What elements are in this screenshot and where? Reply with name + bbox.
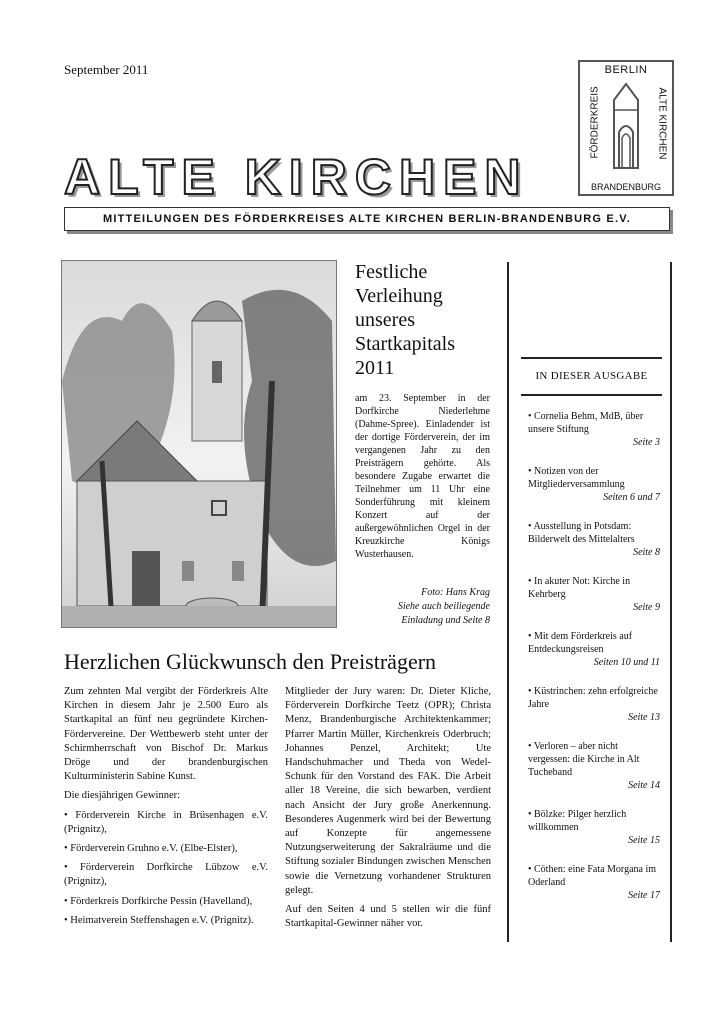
- contents-item[interactable]: • Notizen von der Mitgliederversammlung Seiten 6 und 7: [528, 466, 660, 503]
- sidebar-divider-right: [670, 262, 672, 942]
- contents-item[interactable]: • Küstrinchen: zehn erfolgreiche Jahre Seite 13: [528, 686, 660, 723]
- winner-item: • Förderverein Dorfkirche Lübzow e.V. (Prignitz),: [64, 862, 268, 888]
- article-column-2: [285, 685, 491, 936]
- logo-text-left: FÖRDERKREIS: [589, 86, 601, 159]
- winner-item: • Förderkreis Dorfkirche Pessin (Havelland),: [64, 895, 253, 907]
- sidebar-heading: IN DIESER AUSGABE: [535, 370, 648, 382]
- article-intro: Zum zehnten Mal vergibt der Förderkreis Alte Kirchen in diesem Jahr je 2.500 Euro als Startkapital an fünf neu gegründete Kirchen-Fördervereine. Der Wettbewerb steht unter der Schirmherrschaft von Bischof Dr. Markus Dröge und der brandenburgischen Kulturministerin Sabine Kunst.: [64, 686, 268, 783]
- winner-item: • Förderverein Kirche in Brüsenhagen e.V. (Prignitz),: [64, 809, 268, 835]
- sidebar-divider-left: [507, 262, 509, 942]
- church-logo-icon: [604, 82, 648, 170]
- winner-item: • Förderverein Gruhno e.V. (Elbe-Elster),: [64, 843, 238, 855]
- contents-item[interactable]: • Cornelia Behm, MdB, über unsere Stiftung Seite 3: [528, 411, 660, 448]
- jury-paragraph: Mitglieder der Jury waren: Dr. Dieter Kliche, Förderverein Dorfkirche Teetz (OPR); Christa Menz, Brandenburgische Architektenkammer; Pfarrer Martin Müller, Kirchenkreis Oderbruch; Johannes Penzel, Architekt; Ute Handschuhmacher und Theda von Wedel-Schunk für den Vorstand des FAK. Die Arbeit aller 18 Vereine, die sich bewarben, verdient nach Ansicht der Jury große Anerkennung. Besonderes Augenmerk wird bei der Bewertung auf Konzepte für angemessene Nutzungserweiterung der Sakralräume und die Stiftung sozialer Bindungen zwischen Menschen sowie die Vernetzung vorhandener Strukturen gelegt.: [285, 686, 491, 896]
- feature-body: am 23. September in der Dorfkirche Niederlehme (Dahme-Spree). Einladender ist der dortige Förderverein, der im vergangenen Jahr zu den Preisträgern gehörte. Als besondere Zugabe erwartet die Teilnehmer um 11 Uhr eine Sonderführung mit kleinem Konzert auf der außergewöhnlichen Orgel in der Kreuzkirche Königs Wusterhausen.: [355, 393, 490, 560]
- winner-item: • Heimatverein Steffenshagen e.V. (Prignitz).: [64, 914, 254, 926]
- logo-text-top: BERLIN: [604, 64, 648, 76]
- sidebar-rule-bottom: [521, 394, 662, 396]
- issue-date: September 2011: [64, 62, 149, 77]
- contents-item[interactable]: • Mit dem Förderkreis auf Entdeckungsreisen Seiten 10 und 11: [528, 631, 660, 668]
- masthead-subtitle: MITTEILUNGEN DES FÖRDERKREISES ALTE KIRCHEN BERLIN-BRANDENBURG E.V.: [64, 207, 670, 231]
- article-column-1: [64, 685, 268, 933]
- photo-credit: [355, 586, 490, 628]
- masthead-title: ALTE KIRCHEN: [64, 149, 529, 205]
- closing-paragraph: Auf den Seiten 4 und 5 stellen wir die fünf Startkapital-Gewinner näher vor.: [285, 904, 491, 930]
- sidebar-rule-top: [521, 357, 662, 359]
- article-headline: Herzlichen Glückwunsch den Preisträgern: [64, 649, 437, 674]
- contents-item[interactable]: • Bölzke: Pilger herzlich willkommen Seite 15: [528, 809, 660, 846]
- logo-text-right: ALTE KIRCHEN: [656, 87, 668, 160]
- church-photo: [61, 260, 337, 628]
- winners-list: [64, 809, 268, 928]
- logo-text-bottom: BRANDENBURG: [590, 182, 661, 192]
- contents-item[interactable]: • In akuter Not: Kirche in Kehrberg Seite 9: [528, 576, 660, 613]
- contents-list: [528, 410, 660, 918]
- feature-title: Festliche Verleihung unseres Startkapitals 2011: [355, 261, 455, 379]
- logo: [578, 60, 674, 196]
- winners-lead: Die diesjährigen Gewinner:: [64, 790, 181, 802]
- see-also-note: Siehe auch beiliegende Einladung und Seite 8: [397, 601, 490, 626]
- contents-item[interactable]: • Verloren – aber nicht vergessen: die Kirche in Alt Tucheband Seite 14: [528, 741, 660, 791]
- contents-item[interactable]: • Cöthen: eine Fata Morgana im Oderland Seite 17: [528, 864, 660, 901]
- contents-item[interactable]: • Ausstellung in Potsdam: Bilderwelt des Mittelalters Seite 8: [528, 521, 660, 558]
- photo-credit-author: Foto: Hans Krag: [421, 587, 490, 598]
